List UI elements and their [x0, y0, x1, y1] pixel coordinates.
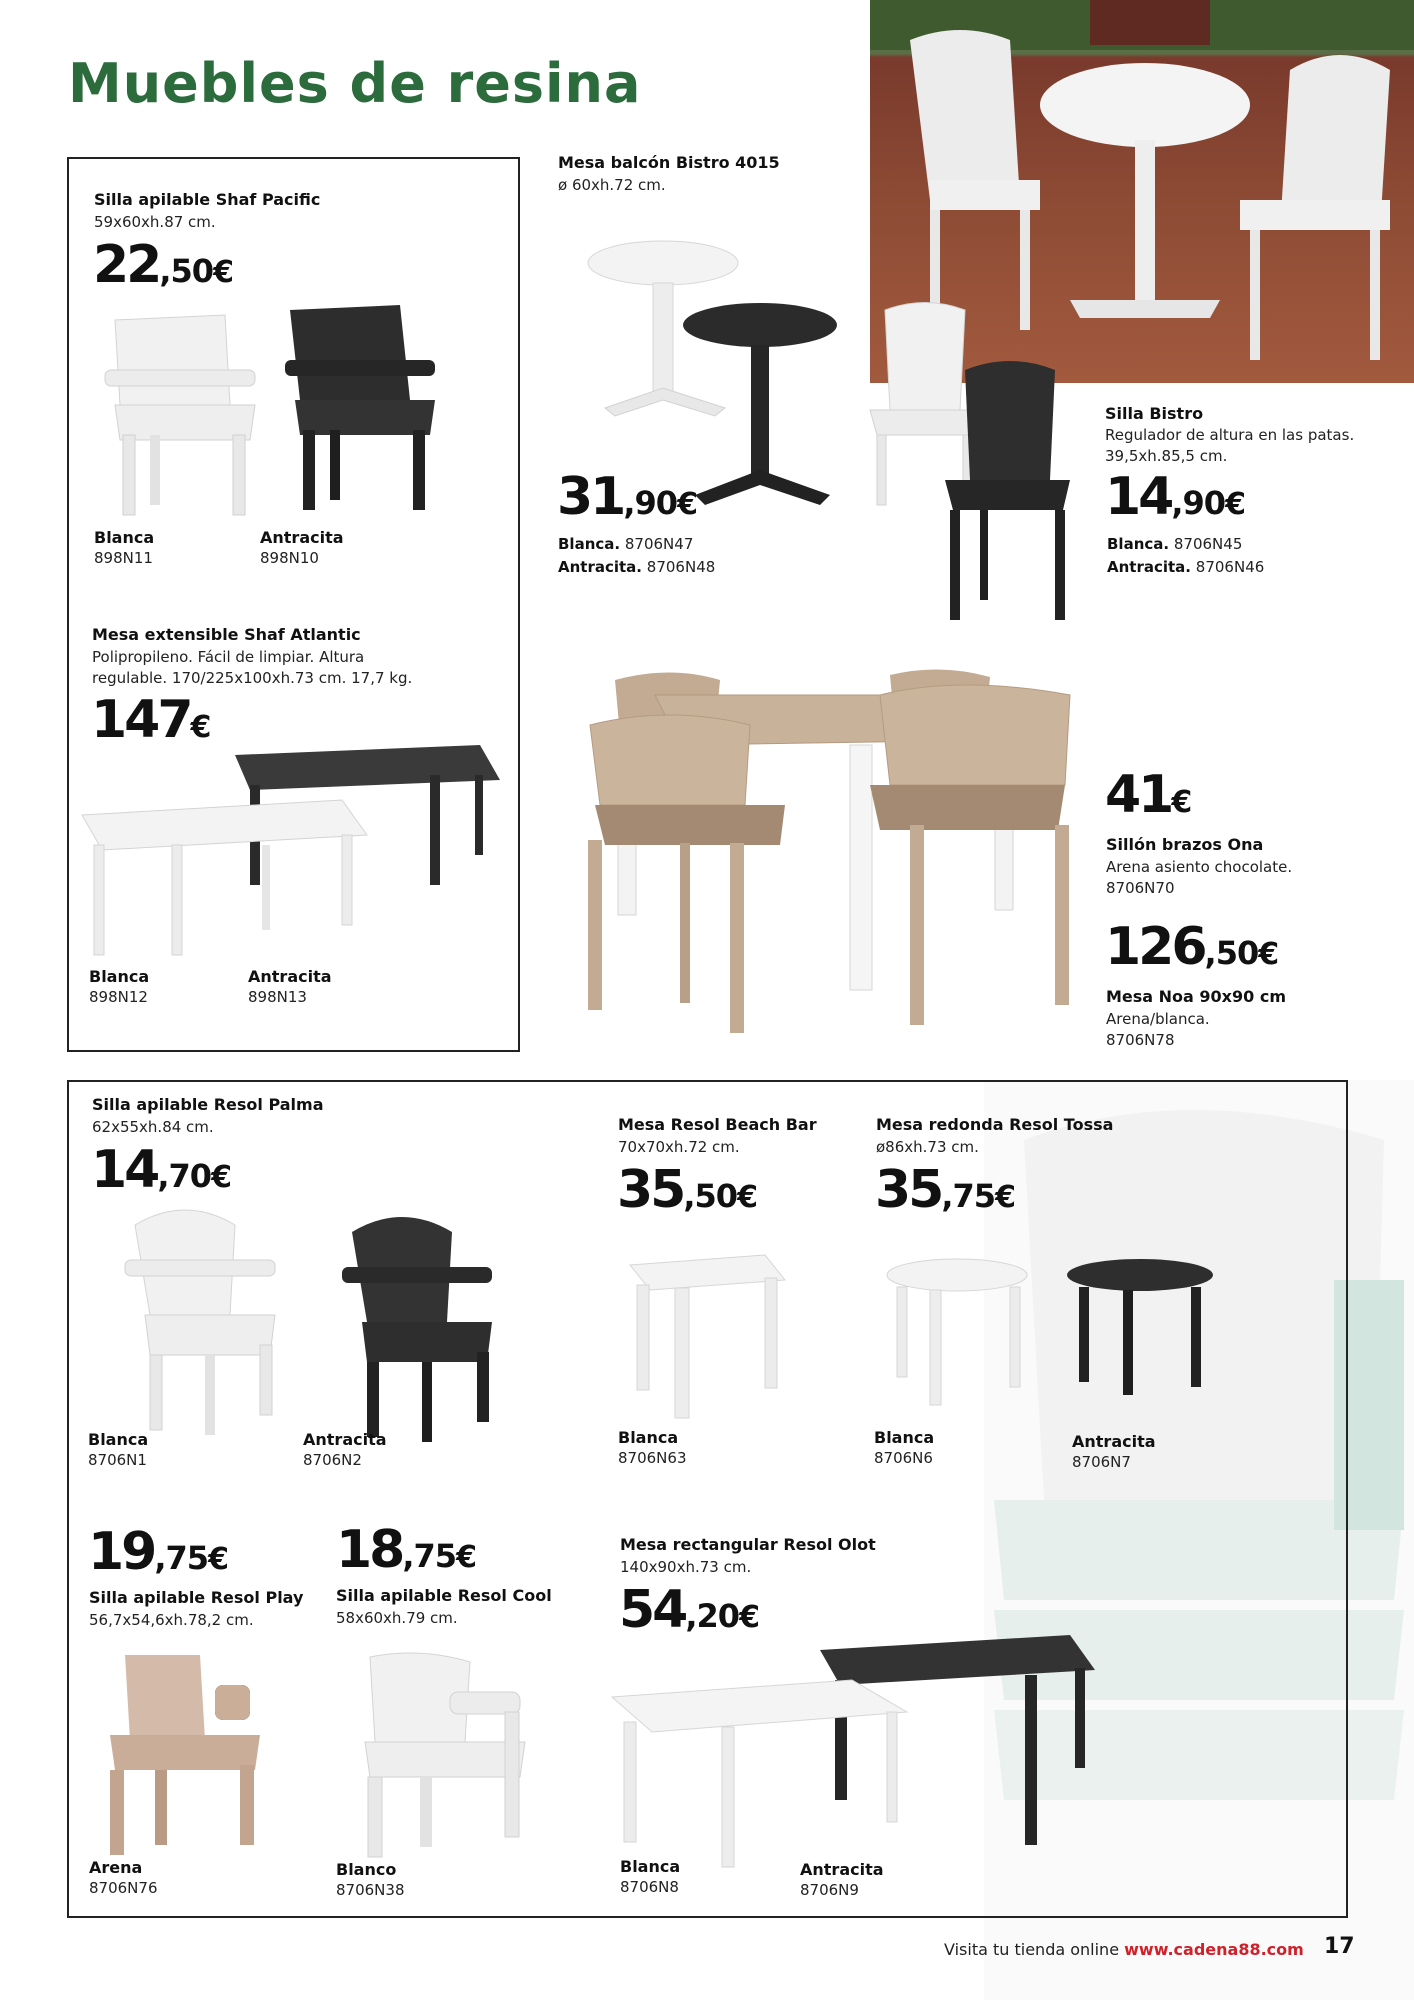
variant-codes	[558, 533, 715, 579]
product-dimensions: 59x60xh.87 cm.	[94, 213, 216, 231]
variant-line: Blanca. 8706N47	[558, 535, 694, 553]
play-arena-chair-image	[100, 1650, 270, 1860]
product-dimensions: 56,7x54,6xh.78,2 cm.	[89, 1611, 254, 1629]
variant-blanco: Blanco 8706N38	[336, 1860, 405, 1899]
product-price: 54,20€	[619, 1580, 760, 1640]
olot-white-table-image	[612, 1672, 912, 1872]
page-title: Muebles de resina	[68, 52, 642, 115]
product-name: Mesa Resol Beach Bar	[618, 1115, 817, 1134]
product-dimensions: 70x70xh.72 cm.	[618, 1138, 740, 1156]
ona-noa-dining-set-image	[580, 665, 1090, 1065]
variant-blanca: Blanca 8706N63	[618, 1428, 687, 1467]
tossa-white-table-image	[885, 1255, 1035, 1425]
product-name: Mesa redonda Resol Tossa	[876, 1115, 1114, 1134]
product-price: 35,50€	[617, 1160, 758, 1220]
beach-bar-white-table-image	[625, 1250, 795, 1430]
product-price: 14,70€	[91, 1140, 232, 1200]
variant-blanca: Blanca 8706N6	[874, 1428, 935, 1467]
product-dimensions: ø86xh.73 cm.	[876, 1138, 979, 1156]
product-name: Silla Bistro	[1105, 404, 1204, 423]
product-description: regulable. 170/225x100xh.73 cm. 17,7 kg.	[92, 669, 413, 687]
product-price: 22,50€	[93, 235, 234, 295]
product-dimensions: ø 60xh.72 cm.	[558, 176, 666, 194]
product-dimensions: 58x60xh.79 cm.	[336, 1609, 458, 1627]
product-description: Arena/blanca.	[1106, 1010, 1210, 1028]
variant-arena: Arena 8706N76	[89, 1858, 158, 1897]
product-price: 31,90€	[557, 467, 698, 527]
footer-online-store: Visita tu tienda online www.cadena88.com	[944, 1940, 1304, 1959]
product-name: Mesa Noa 90x90 cm	[1106, 987, 1286, 1006]
product-name: Silla apilable Shaf Pacific	[94, 190, 321, 209]
product-price: 41€	[1105, 765, 1193, 825]
product-description: Arena asiento chocolate.	[1106, 858, 1293, 876]
product-code: 8706N70	[1106, 879, 1175, 897]
variant-line: Antracita. 8706N46	[1107, 558, 1265, 576]
page-number: 17	[1324, 1934, 1355, 1959]
product-price: 14,90€	[1105, 467, 1246, 527]
product-name: Mesa balcón Bistro 4015	[558, 153, 780, 172]
shaf-pacific-anthracite-chair-image	[285, 300, 455, 510]
product-dimensions: 140x90xh.73 cm.	[620, 1558, 752, 1576]
product-name: Silla apilable Resol Palma	[92, 1095, 324, 1114]
product-name: Mesa extensible Shaf Atlantic	[92, 625, 361, 644]
cool-white-chair-image	[350, 1652, 540, 1862]
variant-blanca: Blanca 8706N8	[620, 1857, 681, 1896]
product-dimensions: 39,5xh.85,5 cm.	[1105, 447, 1228, 465]
shaf-pacific-white-chair-image	[105, 310, 275, 520]
variant-blanca: Blanca 8706N1	[88, 1430, 149, 1469]
variant-antracita: Antracita 898N10	[260, 528, 344, 567]
product-name: Silla apilable Resol Cool	[336, 1586, 552, 1605]
variant-line: Blanca. 8706N45	[1107, 535, 1243, 553]
product-description: Polipropileno. Fácil de limpiar. Altura	[92, 648, 365, 666]
product-name: Mesa rectangular Resol Olot	[620, 1535, 876, 1554]
product-dimensions: 62x55xh.84 cm.	[92, 1118, 214, 1136]
product-code: 8706N78	[1106, 1031, 1175, 1049]
variant-antracita: Antracita 898N13	[248, 967, 332, 1006]
shaf-atlantic-white-table-image	[82, 790, 372, 960]
website-link[interactable]: www.cadena88.com	[1124, 1940, 1304, 1959]
variant-codes	[1107, 533, 1264, 579]
product-description: Regulador de altura en las patas.	[1105, 426, 1355, 444]
palma-anthracite-chair-image	[342, 1212, 502, 1442]
product-price: 19,75€	[88, 1522, 229, 1582]
variant-line: Antracita. 8706N48	[558, 558, 716, 576]
bistro-anthracite-table-image	[680, 300, 850, 530]
product-price: 126,50€	[1105, 917, 1280, 977]
variant-antracita: Antracita 8706N2	[303, 1430, 387, 1469]
product-price: 35,75€	[875, 1160, 1016, 1220]
product-price: 147€	[91, 690, 212, 750]
tossa-anthracite-table-image	[1065, 1255, 1215, 1405]
variant-blanca: Blanca 898N11	[94, 528, 155, 567]
bistro-anthracite-chair-image	[935, 360, 1085, 630]
product-name: Sillón brazos Ona	[1106, 835, 1264, 854]
palma-white-chair-image	[125, 1205, 285, 1435]
variant-antracita: Antracita 8706N7	[1072, 1432, 1156, 1471]
product-price: 18,75€	[336, 1520, 477, 1580]
variant-antracita: Antracita 8706N9	[800, 1860, 884, 1899]
product-name: Silla apilable Resol Play	[89, 1588, 304, 1607]
variant-blanca: Blanca 898N12	[89, 967, 150, 1006]
